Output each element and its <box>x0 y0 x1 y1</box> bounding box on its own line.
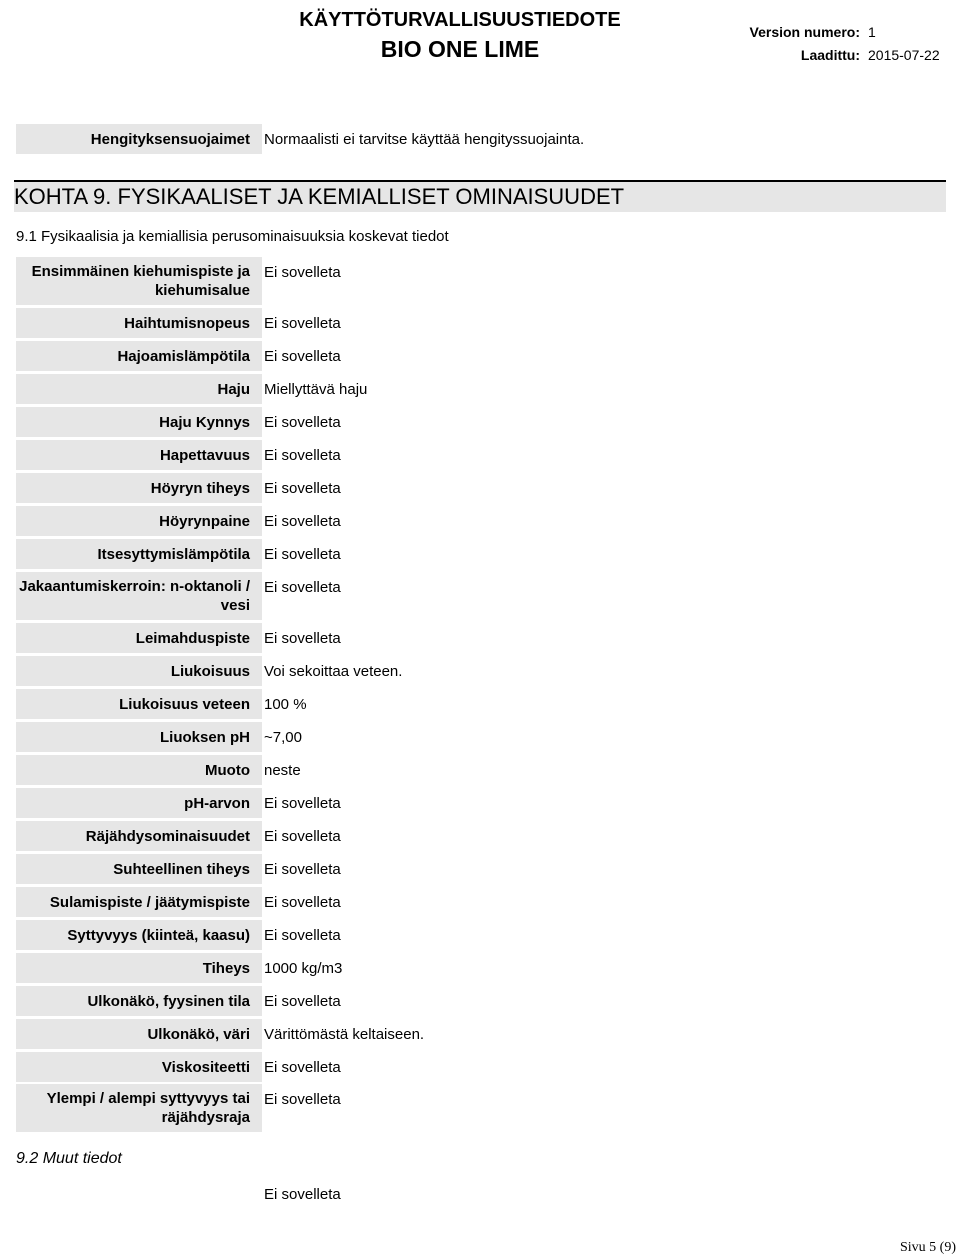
version-label: Version numero: <box>749 24 860 40</box>
property-value: Ei sovelleta <box>264 894 341 911</box>
property-value: Ei sovelleta <box>264 513 341 530</box>
date-label: Laadittu: <box>800 47 860 63</box>
property-value: Ei sovelleta <box>264 315 341 332</box>
page-number: Sivu 5 (9) <box>900 1240 956 1255</box>
property-value: Ei sovelleta <box>264 927 341 944</box>
property-label: Viskositeetti <box>16 1052 262 1082</box>
property-value: Ei sovelleta <box>264 828 341 845</box>
property-value: Ei sovelleta <box>264 795 341 812</box>
property-label: Ulkonäkö, väri <box>16 1019 262 1049</box>
property-label: Liuoksen pH <box>16 722 262 752</box>
property-label: Itsesyttymislämpötila <box>16 539 262 569</box>
other-info-value: Ei sovelleta <box>264 1186 341 1203</box>
property-label: Ylempi / alempi syttyvyys tai räjähdysraja <box>16 1084 262 1132</box>
property-value: Voi sekoittaa veteen. <box>264 663 403 680</box>
property-label: Syttyvyys (kiinteä, kaasu) <box>16 920 262 950</box>
property-label: Leimahduspiste <box>16 623 262 653</box>
property-label: Jakaantumiskerroin: n-oktanoli / vesi <box>16 572 262 620</box>
property-label: Sulamispiste / jäätymispiste <box>16 887 262 917</box>
property-value: Ei sovelleta <box>264 861 341 878</box>
property-value: Ei sovelleta <box>264 630 341 647</box>
date-info <box>700 47 946 63</box>
property-value: Ei sovelleta <box>264 264 341 281</box>
property-label: Suhteellinen tiheys <box>16 854 262 884</box>
property-value: Ei sovelleta <box>264 414 341 431</box>
property-value: 100 % <box>264 696 307 713</box>
property-value: Ei sovelleta <box>264 1091 341 1108</box>
property-label: Muoto <box>16 755 262 785</box>
property-value: Ei sovelleta <box>264 480 341 497</box>
subsection-heading-other: 9.2 Muut tiedot <box>16 1150 122 1167</box>
property-label: Höyrynpaine <box>16 506 262 536</box>
property-label: Tiheys <box>16 953 262 983</box>
document-title: KÄYTTÖTURVALLISUUSTIEDOTE <box>299 9 621 31</box>
property-label: Hapettavuus <box>16 440 262 470</box>
property-label: Räjähdysominaisuudet <box>16 821 262 851</box>
version-value: 1 <box>868 24 876 40</box>
property-label: Haju Kynnys <box>16 407 262 437</box>
subsection-heading: 9.1 Fysikaalisia ja kemiallisia perusominaisuuksia koskevat tiedot <box>16 228 449 245</box>
property-label: Liukoisuus veteen <box>16 689 262 719</box>
section-heading: KOHTA 9. FYSIKAALISET JA KEMIALLISET OMINAISUUDET <box>14 180 946 212</box>
property-value: Värittömästä keltaiseen. <box>264 1026 425 1043</box>
property-label: Ensimmäinen kiehumispiste ja kiehumisalue <box>16 257 262 305</box>
version-info <box>700 24 946 40</box>
property-label: Hajoamislämpötila <box>16 341 262 371</box>
property-label: Haihtumisnopeus <box>16 308 262 338</box>
property-label: Höyryn tiheys <box>16 473 262 503</box>
product-name: BIO ONE LIME <box>380 36 540 62</box>
property-label: Haju <box>16 374 262 404</box>
property-value: 1000 kg/m3 <box>264 960 343 977</box>
date-value: 2015-07-22 <box>868 47 940 63</box>
property-value: Ei sovelleta <box>264 447 341 464</box>
property-value: Miellyttävä haju <box>264 381 368 398</box>
property-value: Ei sovelleta <box>264 546 341 563</box>
property-value: Ei sovelleta <box>264 579 341 596</box>
property-value: ~7,00 <box>264 729 302 746</box>
property-value: Ei sovelleta <box>264 1059 341 1076</box>
property-value: Ei sovelleta <box>264 993 341 1010</box>
property-label: Liukoisuus <box>16 656 262 686</box>
property-value: Ei sovelleta <box>264 348 341 365</box>
property-label: pH-arvon <box>16 788 262 818</box>
respiratory-value: Normaalisti ei tarvitse käyttää hengityssuojainta. <box>264 131 585 148</box>
property-label: Ulkonäkö, fyysinen tila <box>16 986 262 1016</box>
respiratory-label: Hengityksensuojaimet <box>16 124 262 154</box>
property-value: neste <box>264 762 301 779</box>
